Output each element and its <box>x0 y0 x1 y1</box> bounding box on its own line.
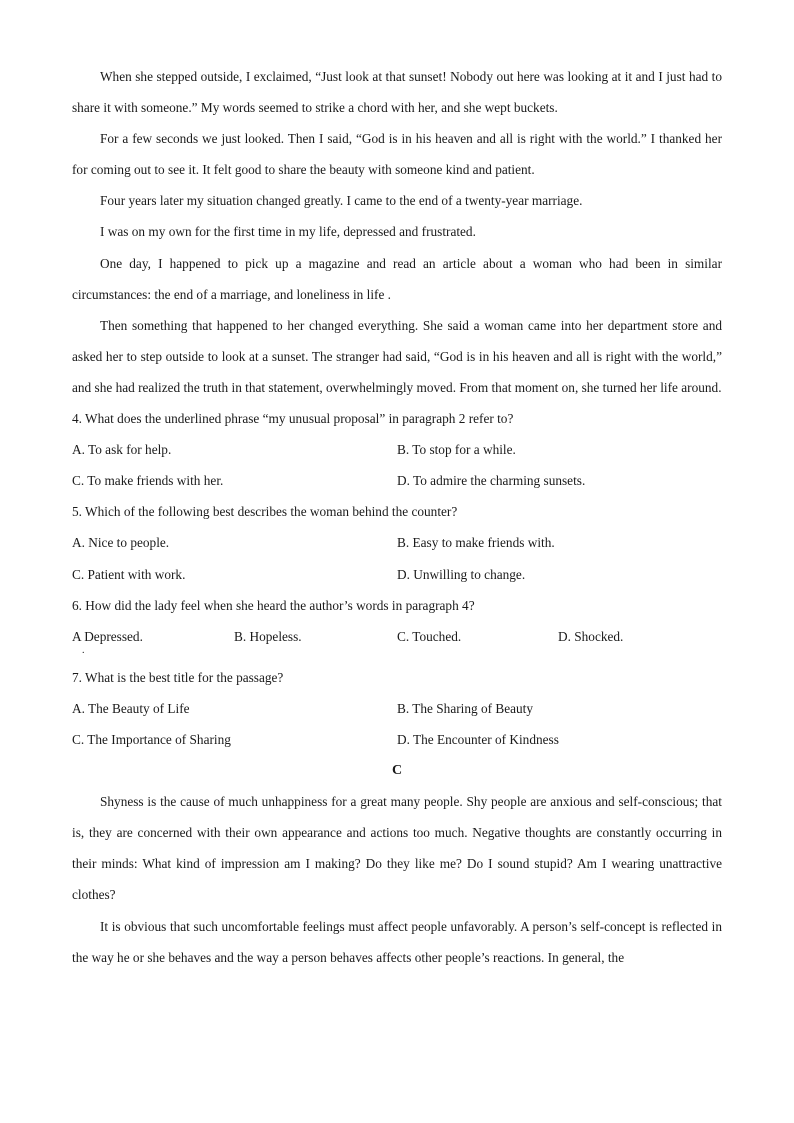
question-6-stem: 6. How did the lady feel when she heard the author’s words in paragraph 4? <box>72 597 475 613</box>
question-6-marker: . <box>82 644 85 656</box>
question-6-gap <box>72 644 722 662</box>
passage-b-paragraph-2: For a few seconds we just looked. Then I said, “God is in his heaven and all is right with the world.” I thanked her for coming out to see it. It felt good to share the beauty with someone kind and patient. <box>72 131 722 178</box>
question-6-option-b: B. Hopeless. <box>234 628 302 644</box>
question-4-stem: 4. What does the underlined phrase “my unusual proposal” in paragraph 2 refer to? <box>72 411 514 427</box>
passage-b-paragraph-6: Then something that happened to her changed everything. She said a woman came into her department store and asked her to step outside to look at a sunset. The stranger had said, “God is in his heaven and all is right with the world,” and she had realized the truth in that statement, overwhelmingly moved. From that moment on, she turned her life around. <box>72 317 722 395</box>
question-4-options-row-2 <box>72 465 722 496</box>
question-4-option-b: B. To stop for a while. <box>397 442 516 458</box>
question-7-options-row-1 <box>72 693 722 724</box>
question-7-option-c: C. The Importance of Sharing <box>72 731 231 747</box>
question-4-option-c: C. To make friends with her. <box>72 473 224 489</box>
question-6-option-d: D. Shocked. <box>558 628 624 644</box>
passage-c-paragraph-1: Shyness is the cause of much unhappiness for a great many people. Shy people are anxious and self-conscious; that is, they are concerned with their own appearance and actions too much. Negative thoughts are constantly occurring in their minds: What kind of impression am I making? Do they like me? Do I sound stupid? Am I wearing unattractive clothes? <box>72 794 722 903</box>
question-5-options-row-1 <box>72 527 722 558</box>
question-5-option-d: D. Unwilling to change. <box>397 566 526 582</box>
question-4-options-row-1 <box>72 434 722 465</box>
question-5-option-b: B. Easy to make friends with. <box>397 535 555 551</box>
question-6-option-a: A Depressed. <box>72 628 143 644</box>
question-7-stem: 7. What is the best title for the passage? <box>72 669 284 685</box>
question-5-stem: 5. Which of the following best describes the woman behind the counter? <box>72 504 458 520</box>
question-7-option-b: B. The Sharing of Beauty <box>397 700 534 716</box>
question-4-option-d: D. To admire the charming sunsets. <box>397 473 586 489</box>
question-5-option-c: C. Patient with work. <box>72 566 186 582</box>
passage-b-paragraph-3: Four years later my situation changed greatly. I came to the end of a twenty-year marriage. <box>100 193 583 209</box>
question-7-options-row-2 <box>72 724 722 755</box>
question-4-option-a: A. To ask for help. <box>72 442 172 458</box>
exam-page <box>72 61 722 973</box>
question-7-option-a: A. The Beauty of Life <box>72 700 190 716</box>
question-5-options-row-2 <box>72 559 722 590</box>
question-5-option-a: A. Nice to people. <box>72 535 170 551</box>
question-6-option-c: C. Touched. <box>397 628 462 644</box>
passage-c-heading: C <box>391 763 403 779</box>
passage-b-paragraph-1: When she stepped outside, I exclaimed, “Just look at that sunset! Nobody out here was looking at it and I just had to share it with someone.” My words seemed to strike a chord with her, and she wept buckets. <box>72 69 722 116</box>
passage-b-paragraph-4: I was on my own for the first time in my life, depressed and frustrated. <box>100 224 476 240</box>
passage-b-paragraph-5: One day, I happened to pick up a magazine and read an article about a woman who had been in similar circumstances: the end of a marriage, and loneliness in life . <box>72 255 722 302</box>
question-7-option-d: D. The Encounter of Kindness <box>397 731 559 747</box>
passage-c-paragraph-2: It is obvious that such uncomfortable feelings must affect people unfavorably. A person’s self-concept is reflected in the way he or she behaves and the way a person behaves affects other people’s reactions. In general, the <box>72 918 722 965</box>
question-6-options-row <box>72 621 722 652</box>
